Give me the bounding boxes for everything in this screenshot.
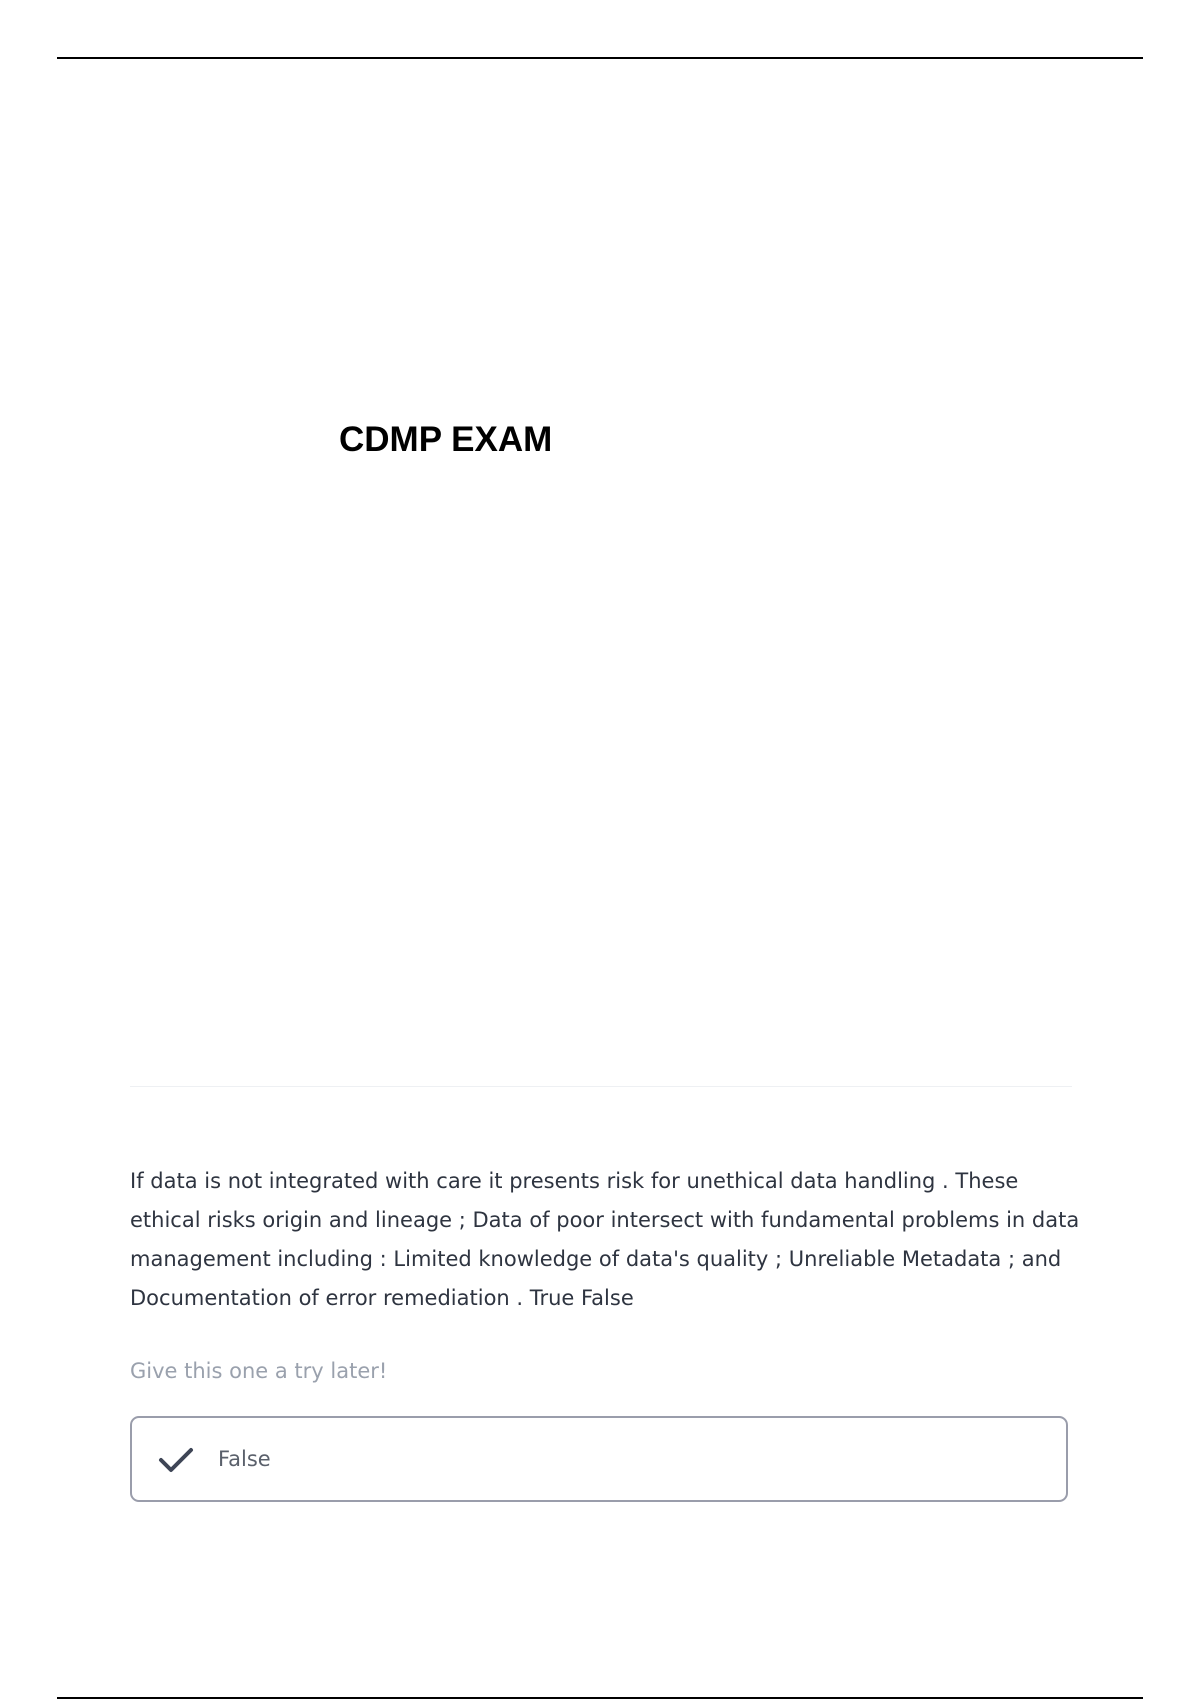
answer-option[interactable]: [130, 1416, 1068, 1502]
answer-label: False: [218, 1447, 271, 1471]
hint-text: Give this one a try later!: [130, 1359, 388, 1383]
checkmark-icon: [158, 1445, 194, 1475]
header-rule: [57, 57, 1143, 59]
card-divider: [130, 1086, 1072, 1087]
document-title: CDMP EXAM: [339, 420, 553, 459]
question-text: If data is not integrated with care it presents risk for unethical data handling . These ethical risks origin and lineage ; Data of poor intersect with fundamental problems in data management including : Limited knowledge of data's quality ; Unreliable Metadata ; and Documentation of error remediation . True False: [130, 1169, 1080, 1310]
footer-rule: [57, 1697, 1143, 1699]
